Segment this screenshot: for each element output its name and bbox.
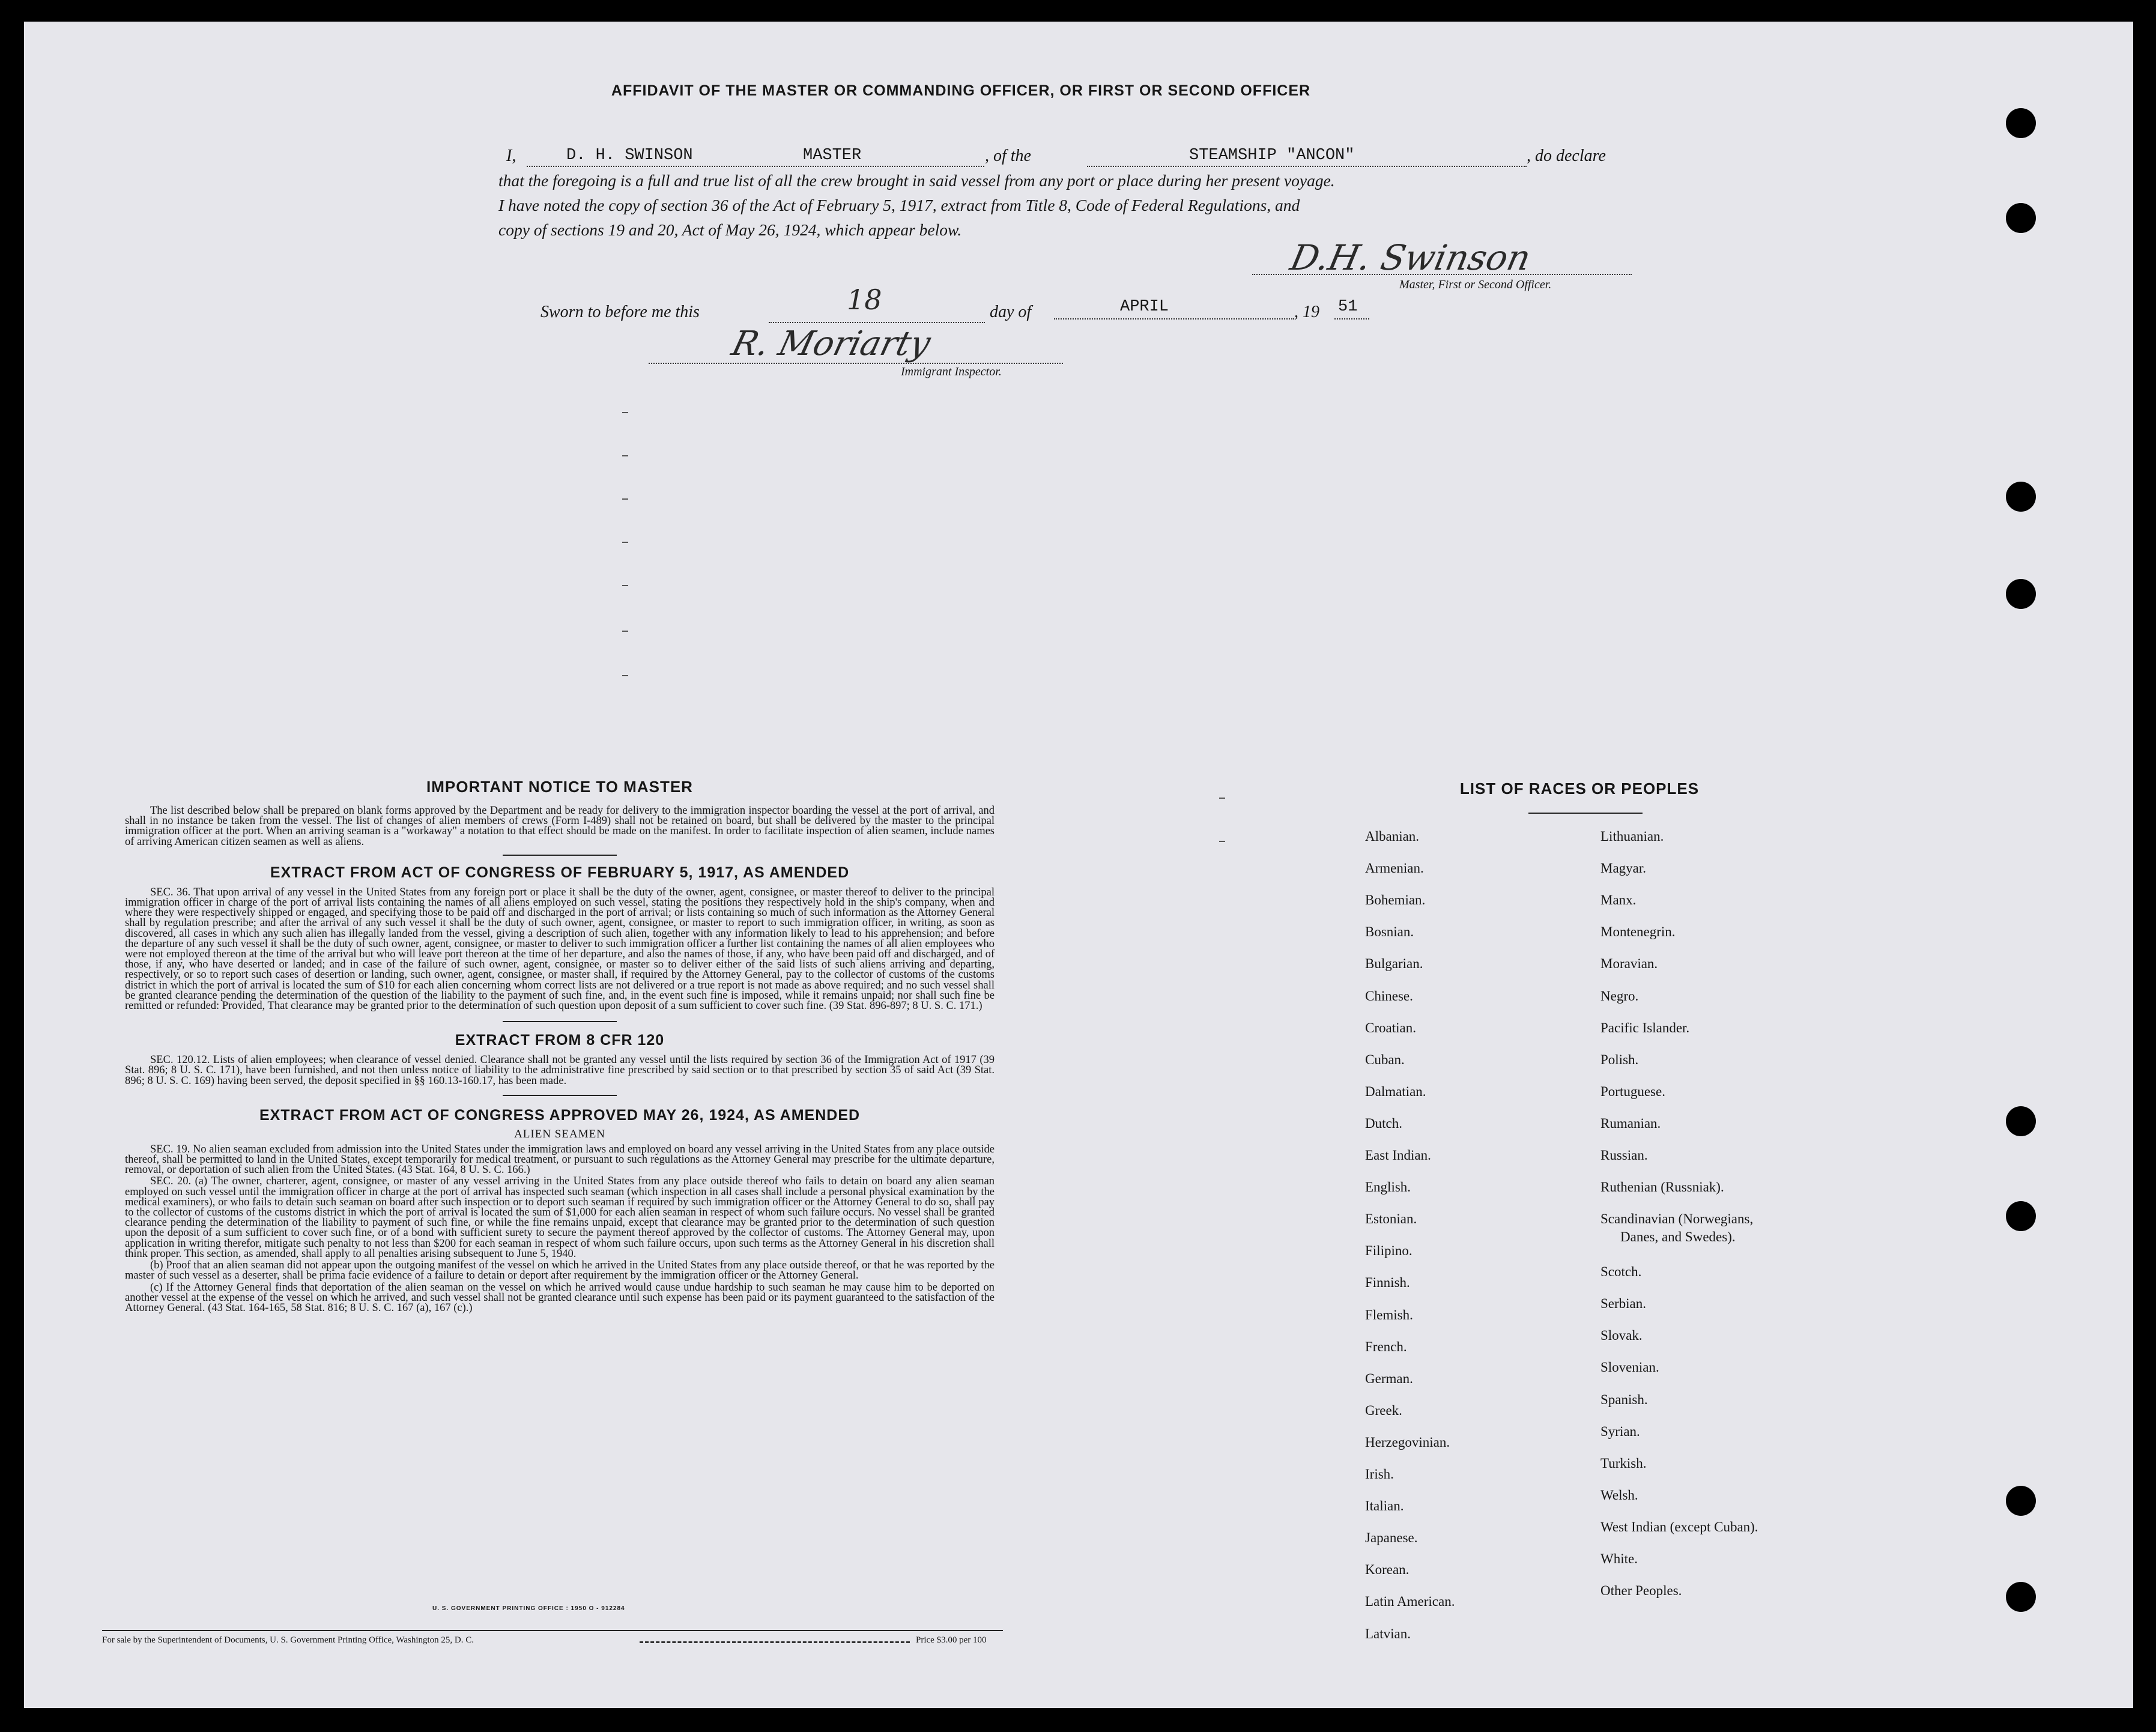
race-item: Ruthenian (Russniak). (1600, 1179, 1724, 1195)
footer-rule (102, 1630, 1003, 1631)
affidavit-word-i: I, (506, 147, 516, 165)
race-item: Magyar. (1600, 861, 1647, 876)
race-item: Chinese. (1365, 988, 1413, 1004)
race-item: Slovenian. (1600, 1360, 1659, 1375)
month-value: APRIL (1120, 298, 1169, 316)
race-item: Lithuanian. (1600, 829, 1664, 844)
race-item: Korean. (1365, 1562, 1410, 1578)
margin-tick (622, 631, 628, 632)
affidavit-word-of-the: , of the (985, 147, 1031, 165)
affidavit-line-3: I have noted the copy of section 36 of the Act of February 5, 1917, extract from Title 8, Code of Federal Regulations, and (498, 196, 1300, 214)
extract-1924-sec20c: (c) If the Attorney General finds that deportation of the alien seaman on the vessel on which he arrived would cause undue hardship to such seaman he may cause him to be deported on another vessel at the expense of the vessel on which he arrived, and such vessel shall not be granted clearance until such expense has been paid or its payment guaranteed to the satisfaction of the Attorney General. (43 Stat. 164-165, 58 Stat. 816; 8 U. S. C. 167 (a), 167 (c).) (125, 1281, 995, 1314)
footer-dash-leader (640, 1641, 910, 1643)
races-title-rule (1528, 813, 1643, 814)
race-item: Bosnian. (1365, 924, 1414, 940)
punch-hole (2006, 203, 2036, 233)
race-item: Bulgarian. (1365, 956, 1423, 972)
notice-title: IMPORTANT NOTICE TO MASTER (426, 778, 693, 796)
extract-1924-sec20b: (b) Proof that an alien seaman did not appear upon the outgoing manifest of the vessel on which he arrived in the United States from any place outside thereof, or that he was reported by the master of such vessel as a deserter, shall be prima facie evidence of a failure to detain or deport after requirement by the immigration officer or the Attorney General. (125, 1259, 995, 1282)
race-item: Flemish. (1365, 1307, 1413, 1322)
month-field (1054, 298, 1294, 319)
race-item: Bohemian. (1365, 892, 1426, 908)
race-item: East Indian. (1365, 1148, 1431, 1163)
margin-tick (622, 542, 628, 543)
race-item: Croatian. (1365, 1020, 1416, 1035)
race-item: Syrian. (1600, 1423, 1640, 1439)
gpo-imprint: U. S. GOVERNMENT PRINTING OFFICE : 1950 O - 912284 (432, 1605, 625, 1612)
notice-text: The list described below shall be prepared on blank forms approved by the Department and be ready for delivery to the immigration inspector boarding the vessel at the port of arrival, and shall in no instance be taken from the vessel. The list of changes of alien members of crews (Form I-489) shall not be retained on board, but shall be delivered by the master to the principal immigration officer at the port. When an arriving seaman is a "workaway" a notation to that effect should be made on the manifest. In order to facilitate inspection of alien seamen, include names of arriving American citizen seamen as well as aliens. (125, 805, 995, 848)
master-name-field (527, 147, 984, 167)
extract-1924-title: EXTRACT FROM ACT OF CONGRESS APPROVED MAY 26, 1924, AS AMENDED (259, 1106, 861, 1124)
year-field (1334, 298, 1369, 319)
master-name: D. H. SWINSON (566, 147, 693, 165)
race-item: Rumanian. (1600, 1115, 1661, 1131)
day-field (769, 283, 985, 323)
punch-hole (2006, 1106, 2036, 1136)
race-item: Manx. (1600, 892, 1637, 908)
race-item: Herzegovinian. (1365, 1434, 1450, 1450)
race-item: Irish. (1365, 1467, 1394, 1482)
affidavit-line-2: that the foregoing is a full and true list of all the crew brought in said vessel from any port or place during her present voyage. (498, 171, 1335, 190)
master-caption: Master, First or Second Officer. (1399, 278, 1552, 291)
race-item: Polish. (1600, 1052, 1639, 1067)
punch-hole (2006, 108, 2036, 138)
race-item: Armenian. (1365, 861, 1424, 876)
margin-tick (1219, 841, 1225, 842)
race-item: English. (1365, 1179, 1411, 1195)
race-item: Estonian. (1365, 1211, 1417, 1227)
punch-hole (2006, 482, 2036, 512)
margin-tick (622, 498, 628, 500)
race-item: German. (1365, 1370, 1413, 1386)
section-divider (503, 855, 617, 856)
affidavit-title: AFFIDAVIT OF THE MASTER OR COMMANDING OFFICER, OR FIRST OR SECOND OFFICER (611, 82, 1311, 99)
race-item: Latin American. (1365, 1594, 1455, 1609)
race-item: Other Peoples. (1600, 1583, 1682, 1599)
race-item: Filipino. (1365, 1243, 1413, 1259)
race-item: Portuguese. (1600, 1083, 1665, 1099)
race-item: Japanese. (1365, 1530, 1418, 1546)
race-item: Welsh. (1600, 1487, 1638, 1503)
footer-price: Price $3.00 per 100 (916, 1635, 987, 1645)
race-item: Dutch. (1365, 1115, 1402, 1131)
notices-column (125, 778, 995, 1315)
day-of-label: day of (990, 303, 1032, 321)
punch-hole (2006, 1582, 2036, 1612)
extract-cfr-text: SEC. 120.12. Lists of alien employees; when clearance of vessel denied. Clearance shall not be granted any vessel until the lists required by section 36 of the Immigration Act of 1917 (39 Stat. 896; 8 U. S. C. 171), have been furnished, and not then unless notice of liability to the administrative fine prescribed by said section or to that prescribed by section 35 of said Act (39 Stat. 896; 8 U. S. C. 169) having been served, the deposit specified in §§ 160.13-160.17, has been made. (125, 1054, 995, 1087)
race-item: Slovak. (1600, 1328, 1643, 1343)
extract-1924-sec19: SEC. 19. No alien seaman excluded from admission into the United States under the immigration laws and employed on board any vessel arriving in the United States from any place outside thereof, shall be permitted to land in the United States, except temporarily for medical treatment, or pursuant to such regulations as the Attorney General may prescribe for the ultimate departure, removal, or deportation of such alien from the United States. (43 Stat. 164, 8 U. S. C. 166.) (125, 1143, 995, 1176)
race-item: West Indian (except Cuban). (1600, 1519, 1758, 1534)
extract-cfr-title: EXTRACT FROM 8 CFR 120 (455, 1032, 665, 1049)
race-item: Finnish. (1365, 1275, 1410, 1291)
inspector-caption: Immigrant Inspector. (901, 365, 1002, 378)
race-item: Turkish. (1600, 1455, 1647, 1471)
inspector-signature: R. Moriarty (727, 324, 934, 363)
year-value: 51 (1338, 298, 1358, 316)
extract-1924-sec20a: SEC. 20. (a) The owner, charterer, agent, consignee, or master of any vessel arriving in the United States from any place outside thereof who fails to detain on board any alien seaman employed on such vessel until the immigration officer in charge at the port of arrival has inspected such seaman (which inspection in all cases shall include a personal physical examination by the medical examiners), or who fails to detain such seaman on board after such inspection or to deport such seaman if required by such immigration officer or the Attorney General to do so, shall pay to the collector of customs of the customs district in which the port of arrival is located the sum of $1,000 for each alien seaman in respect of whom such failure occurs. No vessel shall be granted clearance pending the determination of the liability to payment of such fine, or while the fine remains unpaid, except that clearance may be granted prior to the determination of such question upon the deposit of a sum sufficient to cover such fine, or of a bond with sufficient surety to secure the payment thereof approved by the collector of customs. The Attorney General may, upon application in writing therefor, mitigate such penalty to not less than $200 for each seaman in respect of whom such failure occurs, upon such terms as the Attorney General in his discretion shall think proper. This section, as amended, shall apply to all penalties arising subsequent to June 5, 1940. (125, 1175, 995, 1260)
punch-hole (2006, 579, 2036, 609)
extract-1917-text: SEC. 36. That upon arrival of any vessel in the United States from any foreign port or place it shall be the duty of the owner, agent, consignee, or master thereof to deliver to the principal immigration officer in charge of the port of arrival lists containing the names of all aliens employed on such vessel, stating the positions they respectively hold in the ship's company, when and where they were respectively shipped or engaged, and specifying those to be paid off and discharged in the port of arrival; or lists containing so much of such information as the Attorney General shall by regulation prescribe; and after the arrival of any such vessel it shall be the duty of such owner, agent, consignee, or master to report to such immigration officer, in writing, as soon as discovered, all cases in which any such alien has illegally landed from the vessel, giving a description of such alien, together with any information likely to lead to his apprehension; and before the departure of any such vessel it shall be the duty of such owner, agent, consignee, or master to deliver to such immigration officer a further list containing the names of all alien employees who were not employed thereon at the time of the arrival but who will leave port thereon at the time of her departure, and also the names of those, if any, who have been paid off and discharged, and of those, if any, who have deserted or landed; and in case of the failure of such owner, agent, consignee, or master so to deliver either of the said lists of such aliens arriving and departing, respectively, or so to report such cases of desertion or landing, such owner, agent, consignee, or master shall, if required by the Attorney General, pay to the collector of customs of the customs district in which the port of arrival is located the sum of $10 for each alien concerning whom correct lists are not delivered or a true report is not made as above required; and no such vessel shall be granted clearance pending the determination of the question of the liability to the payment of such fine, and, in the event such fine is imposed, while it remains unpaid; nor shall such fine be remitted or refunded: Provided, That clearance may be granted prior to the determination of such question upon deposit of a sum sufficient to cover such fine. (39 Stat. 896-897; 8 U. S. C. 171.) (125, 886, 995, 1013)
punch-hole (2006, 1201, 2036, 1231)
race-item: Pacific Islander. (1600, 1020, 1690, 1035)
extract-1917-title: EXTRACT FROM ACT OF CONGRESS OF FEBRUARY 5, 1917, AS AMENDED (270, 864, 850, 881)
race-item: Montenegrin. (1600, 924, 1676, 940)
section-divider (503, 1021, 617, 1022)
race-item: Greek. (1365, 1402, 1402, 1418)
day-value: 18 (847, 283, 882, 316)
section-divider (503, 1095, 617, 1096)
master-signature: D.H. Swinson (1286, 237, 1534, 278)
margin-tick (622, 412, 628, 413)
punch-hole (2006, 1486, 2036, 1516)
race-item: Scotch. (1600, 1264, 1642, 1280)
margin-tick (622, 675, 628, 676)
race-item: Moravian. (1600, 956, 1658, 972)
race-item: Albanian. (1365, 829, 1420, 844)
affidavit-line-4: copy of sections 19 and 20, Act of May 26, 1924, which appear below. (498, 220, 962, 239)
race-item: Scandinavian (Norwegians, (1600, 1211, 1754, 1227)
race-item: Cuban. (1365, 1052, 1405, 1067)
race-item: Danes, and Swedes). (1620, 1229, 1736, 1245)
race-item: Negro. (1600, 988, 1639, 1004)
margin-tick (622, 455, 628, 456)
margin-tick (622, 585, 628, 586)
race-item: Latvian. (1365, 1626, 1411, 1641)
race-item: Serbian. (1600, 1296, 1647, 1312)
margin-tick (1219, 798, 1225, 799)
vessel-field (1087, 147, 1527, 167)
race-item: Italian. (1365, 1498, 1404, 1514)
footer-sale-note: For sale by the Superintendent of Documents, U. S. Government Printing Office, Washington 25, D. C. (102, 1635, 474, 1645)
extract-1924-subtitle: ALIEN SEAMEN (514, 1127, 605, 1140)
race-item: Spanish. (1600, 1391, 1648, 1407)
master-rank: MASTER (803, 147, 862, 165)
race-item: White. (1600, 1551, 1638, 1567)
race-item: French. (1365, 1339, 1407, 1354)
sworn-label: Sworn to before me this (541, 303, 700, 321)
race-item: Russian. (1600, 1148, 1648, 1163)
affidavit-word-declare: , do declare (1527, 147, 1606, 165)
vessel-name: STEAMSHIP "ANCON" (1189, 147, 1355, 165)
races-title: LIST OF RACES OR PEOPLES (1459, 780, 1700, 798)
year-prefix: , 19 (1294, 303, 1319, 321)
race-item: Dalmatian. (1365, 1083, 1426, 1099)
